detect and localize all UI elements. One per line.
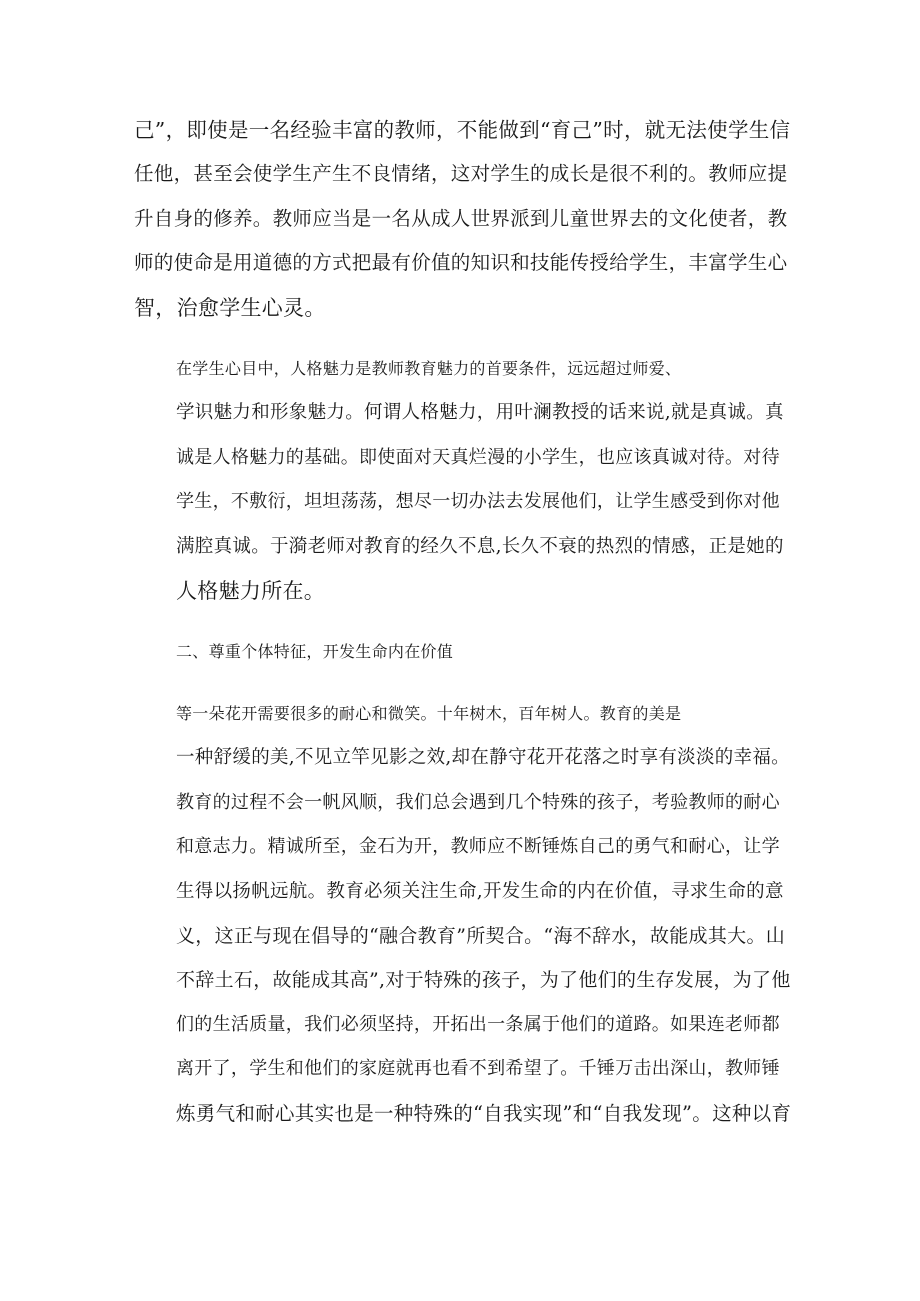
text-line: 等一朵花开需要很多的耐心和微笑。十年树木，百年树人。教育的美是 (176, 703, 682, 723)
text-line: 炼勇气和耐心其实也是一种特殊的“自我实现”和“自我发现”。这种以育 (176, 1101, 792, 1125)
paragraph-2 (134, 347, 794, 613)
text-line: 学生，不敷衍，坦坦荡荡，想尽一切办法去发展他们，让学生感受到你对他 (176, 491, 780, 513)
text-line: 义，这正与现在倡导的“融合教育”所契合。“海不辞水，故能成其大。山 (176, 924, 786, 947)
text-line: 满腔真诚。于漪老师对教育的经久不息,长久不衰的热烈的情感，正是她的 (176, 535, 784, 557)
text-line: 一种舒缓的美,不见立竿见影之效,却在静守花开花落之时享有淡淡的幸福。 (176, 747, 790, 769)
text-line: 诚是人格魅力的基础。即使面对天真烂漫的小学生，也应该真诚对待。对待 (176, 446, 780, 468)
text-line: 教育的过程不会一帆风顺，我们总会遇到几个特殊的孩子，考验教师的耐心 (176, 791, 780, 813)
text-line: 不辞土石，故能成其高”,对于特殊的孩子，为了他们的生存发展，为了他 (176, 969, 791, 992)
text-line: 在学生心目中，人格魅力是教师教育魅力的首要条件，远远超过师爱、 (176, 359, 682, 379)
paragraph-3 (134, 692, 794, 1136)
text-line: 升自身的修养。教师应当是一名从成人世界派到儿童世界去的文化使者，教 (134, 206, 788, 230)
heading-line: 二、尊重个体特征，开发生命内在价值 (176, 642, 454, 662)
text-line: 人格魅力所在。 (176, 579, 326, 604)
text-line: 智，治愈学生心灵。 (134, 295, 326, 320)
text-line: 己”，即使是一名经验丰富的教师，不能做到“育己”时，就无法使学生信 (134, 118, 791, 142)
text-line: 学识魅力和形象魅力。何谓人格魅力，用叶澜教授的话来说,就是真诚。真 (176, 402, 784, 424)
text-line: 离开了，学生和他们的家庭就再也看不到希望了。千锤万击出深山，教师锤 (176, 1058, 780, 1080)
paragraph-1 (134, 108, 794, 330)
body-text (134, 108, 794, 1153)
text-line: 任他，甚至会使学生产生不良情绪，这对学生的成长是很不利的。教师应提 (134, 162, 788, 186)
text-line: 们的生活质量，我们必须坚持，开拓出一条属于他们的道路。如果连老师都 (176, 1013, 780, 1035)
text-line: 师的使命是用道德的方式把最有价值的知识和技能传授给学生，丰富学生心 (134, 251, 788, 275)
section-heading (134, 630, 794, 674)
text-line: 生得以扬帆远航。教育必须关注生命,开发生命的内在价值，寻求生命的意 (176, 880, 784, 902)
text-line: 和意志力。精诚所至，金石为开，教师应不断锤炼自己的勇气和耐心，让学 (176, 836, 780, 858)
